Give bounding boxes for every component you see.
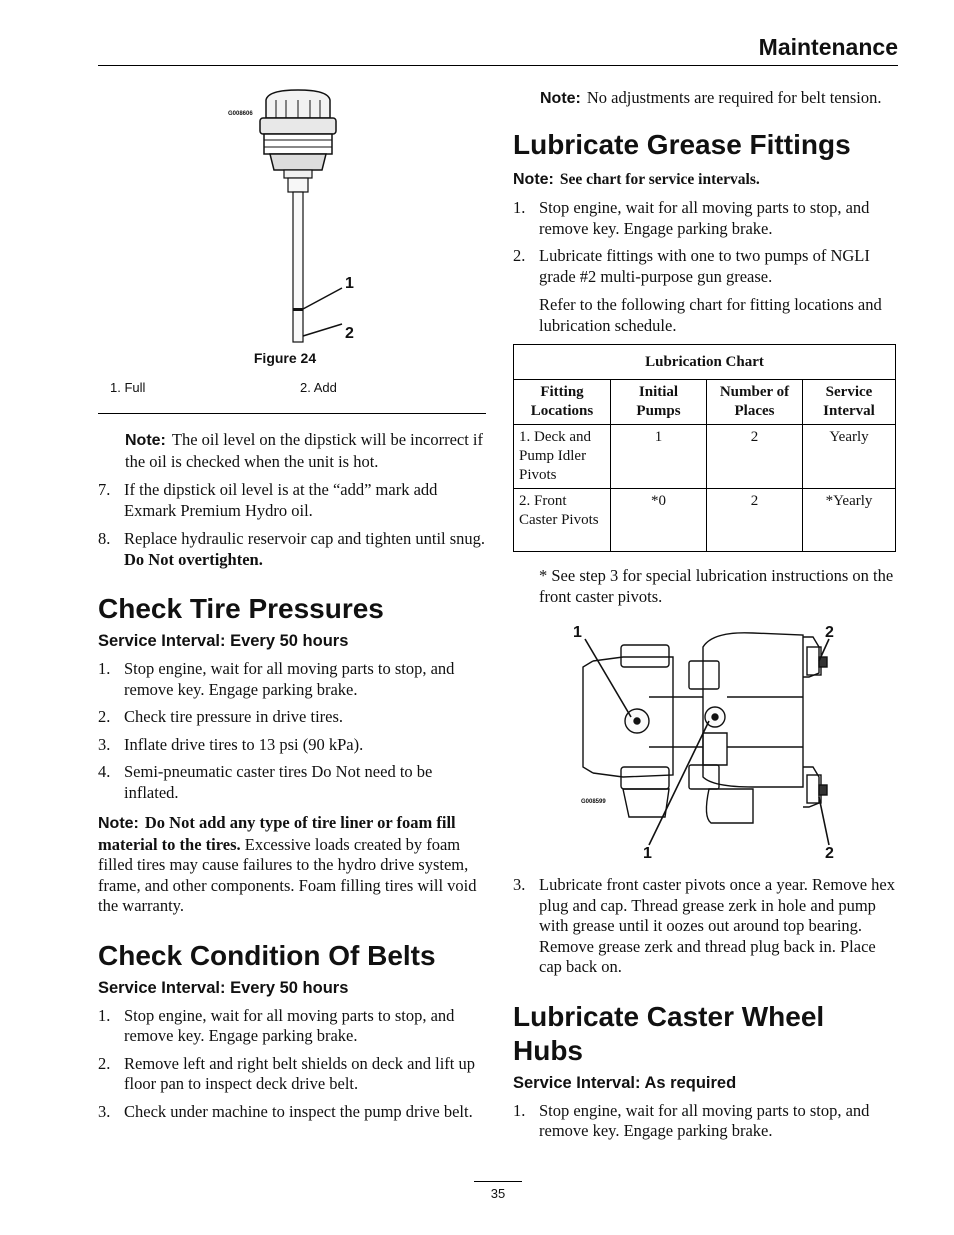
list-item: 2. Check tire pressure in drive tires. [98, 707, 344, 726]
chart-footnote: * See step 3 for special lubrication instructions on the front caster pivots. [539, 566, 894, 606]
column-header: Service Interval [803, 380, 896, 425]
table-cell: 1. Deck and Pump Idler Pivots [514, 425, 611, 489]
table-cell: Yearly [803, 425, 896, 489]
chart-title: Lubrication Chart [514, 345, 896, 380]
note-oil-level [125, 430, 486, 472]
table-cell: *0 [611, 489, 707, 552]
callout-2: 2 [825, 624, 834, 641]
table-cell: 1 [611, 425, 707, 489]
table-cell: 2 [707, 425, 803, 489]
heading-lubricate-grease-fittings: Lubricate Grease Fittings [513, 128, 851, 160]
grease-steps [513, 198, 899, 287]
list-item: 3. Lubricate front caster pivots once a year. Remove hex plug and cap. Thread grease zerk in hole and pump with grease until it oozes out around top bearing. Remove grease zerk and thread plug back in. Place cap back on. [513, 875, 895, 976]
tire-steps [98, 659, 486, 803]
refer-text: Refer to the following chart for fitting locations and lubrication schedule. [539, 295, 882, 335]
callout-1: 1 [643, 845, 652, 862]
dipstick-illustration [98, 78, 486, 348]
note-text: The oil level on the dipstick will be incorrect if the oil is checked when the unit is hot. [125, 430, 484, 471]
figure-legend [110, 380, 486, 395]
hydro-steps [98, 480, 486, 570]
service-interval: Service Interval: Every 50 hours [98, 978, 349, 997]
belt-steps [98, 1006, 486, 1123]
fitting-locations-figure [513, 617, 899, 869]
list-item: 1. Stop engine, wait for all moving parts to stop, and remove key. Engage parking brake. [513, 198, 870, 238]
service-interval: Service Interval: As required [513, 1073, 737, 1092]
right-column [513, 88, 899, 1142]
column-header: Initial Pumps [611, 380, 707, 425]
legend-item: 2. Add [300, 380, 337, 395]
figure-24 [98, 78, 486, 348]
page-number: 35 [474, 1181, 522, 1201]
list-item: 1. Stop engine, wait for all moving parts to stop, and remove key. Engage parking brake. [98, 1005, 455, 1045]
left-column [98, 78, 486, 1122]
section-title: Maintenance [758, 34, 898, 60]
list-item: 4. Semi-pneumatic caster tires Do Not need to be inflated. [98, 762, 433, 802]
table-header-row [514, 380, 896, 425]
table-cell: 2. Front Caster Pivots [514, 489, 611, 552]
mower-frame-illustration [513, 617, 899, 869]
callout-2: 2 [345, 325, 354, 342]
list-item: 7. If the dipstick oil level is at the “add” mark add Exmark Premium Hydro oil. [98, 480, 438, 520]
note-label: Note: [125, 432, 166, 449]
callout-1: 1 [573, 624, 582, 641]
callout-1: 1 [345, 275, 354, 292]
figure-code: G008599 [581, 799, 606, 805]
heading-check-condition-of-belts: Check Condition Of Belts [98, 939, 436, 971]
heading-lubricate-caster-wheel-hubs: Lubricate Caster Wheel Hubs [513, 1000, 825, 1066]
list-item: 2. Remove left and right belt shields on deck and lift up floor pan to inspect deck drive belt. [98, 1053, 476, 1093]
column-header: Fitting Locations [514, 380, 611, 425]
legend-item: 1. Full [110, 380, 146, 395]
figure-caption: Figure 24 [253, 350, 317, 366]
table-cell: 2 [707, 489, 803, 552]
heading-check-tire-pressures: Check Tire Pressures [98, 593, 384, 624]
table-row [514, 425, 896, 489]
note-tire-liner: Note: Do Not add any type of tire liner or foam fill material to the tires. Excessive loads created by foam filled tires may cause failures to the hydro drive system, frame, and other components. Foam filling tires will void the warranty. [98, 813, 477, 915]
header-rule [98, 65, 898, 66]
service-interval: Service Interval: Every 50 hours [98, 632, 349, 650]
list-item: 3. Inflate drive tires to 13 psi (90 kPa). [98, 734, 364, 754]
list-item: 8. Replace hydraulic reservoir cap and tighten until snug. Do Not overtighten. [98, 529, 486, 569]
caster-steps [513, 1101, 899, 1142]
column-header: Number of Places [707, 380, 803, 425]
list-item: 1. Stop engine, wait for all moving parts to stop, and remove key. Engage parking brake. [98, 659, 455, 699]
note-service-intervals: Note: See chart for service intervals. [513, 170, 760, 188]
table-row [514, 489, 896, 552]
list-item: 1. Stop engine, wait for all moving parts to stop, and remove key. Engage parking brake. [513, 1100, 870, 1140]
callout-2: 2 [825, 845, 834, 862]
list-item: 2. Lubricate fittings with one to two pumps of NGLI grade #2 multi-purpose gun grease. [513, 246, 870, 286]
list-item: 3. Check under machine to inspect the pump drive belt. [98, 1101, 473, 1121]
lubrication-chart [513, 344, 896, 552]
figure-code: G008606 [228, 111, 253, 117]
figure-rule [98, 413, 486, 414]
note-belt-tension: Note: No adjustments are required for belt tension. [540, 88, 882, 107]
grease-step-3 [513, 875, 899, 978]
table-cell: *Yearly [803, 489, 896, 552]
